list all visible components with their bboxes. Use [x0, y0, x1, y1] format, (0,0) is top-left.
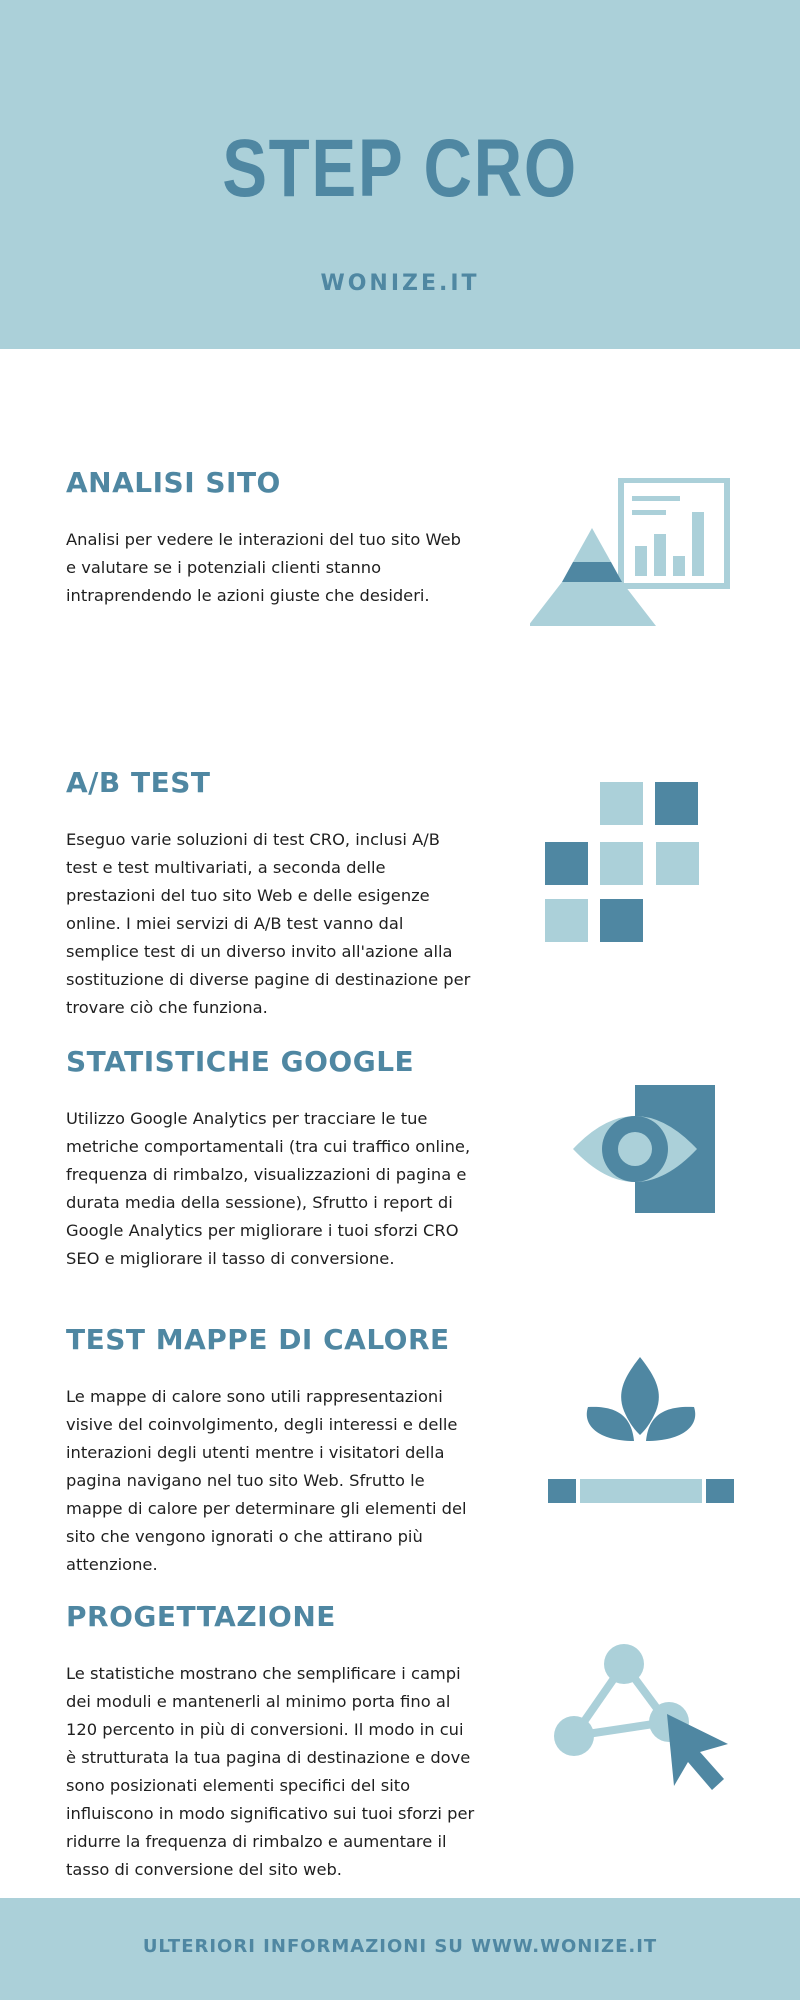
- section-test-mappe-di-calore: [0, 1323, 800, 1574]
- footer-link-text[interactable]: ULTERIORI INFORMAZIONI SU WWW.WONIZE.IT: [142, 1936, 658, 1957]
- section-title: STATISTICHE GOOGLE: [66, 1045, 415, 1078]
- section-analisi-sito: [0, 466, 800, 646]
- section-progettazione: [0, 1600, 800, 1890]
- page-title: STEP CRO: [222, 123, 578, 214]
- grid-squares-icon: [545, 782, 705, 944]
- section-title: PROGETTAZIONE: [66, 1600, 336, 1633]
- plant-icon: [546, 1355, 736, 1507]
- header-banner: [0, 0, 800, 349]
- section-text: Eseguo varie soluzioni di test CRO, inclusi A/B test e test multivariati, a seconda delle prestazioni del tuo sito Web e delle esigenze online. I miei servizi di A/B test vanno dal semplice test di un diverso invito all'azione alla sostituzione di diverse pagine di destinazione per trovare ciò che funziona.: [66, 830, 471, 1017]
- page-subtitle: WONIZE.IT: [320, 271, 480, 296]
- section-title: ANALISI SITO: [66, 466, 281, 499]
- section-text: Le statistiche mostrano che semplificare i campi dei moduli e mantenerli al minimo porta fino al 120 percento in più di conversioni. Il modo in cui è strutturata la tua pagina di destinazione e dove sono posizionati elementi specifici del sito influiscono in modo significativo sui tuoi sforzi per ridurre la frequenza di rimbalzo e aumentare il tasso di conversione del sito web.: [66, 1664, 475, 1879]
- section-text: Analisi per vedere le interazioni del tuo sito Web e valutare se i potenziali clienti stanno intraprendendo le azioni giuste che desideri.: [66, 530, 462, 605]
- footer-banner: [0, 1898, 800, 2000]
- section-ab-test: [0, 766, 800, 1017]
- section-text: Le mappe di calore sono utili rappresentazioni visive del coinvolgimento, degli interessi e delle interazioni degli utenti mentre i visitatori della pagina navigano nel tuo sito Web. Sfrutto le mappe di calore per determinare gli elementi del sito che vengono ignorati o che attirano più attenzione.: [66, 1387, 467, 1574]
- section-text: Utilizzo Google Analytics per tracciare le tue metriche comportamentali (tra cui traffico online, frequenza di rimbalzo, visualizzazioni di pagina e durata media della sessione), Sfrutto i report di Google Analytics per migliorare i tuoi sforzi CRO SEO e migliorare il tasso di conversione.: [66, 1109, 471, 1268]
- cursor-nodes-icon: [552, 1644, 732, 1794]
- pyramid-chart-icon: [530, 478, 735, 638]
- section-title: TEST MAPPE DI CALORE: [66, 1323, 450, 1356]
- section-title: A/B TEST: [66, 766, 211, 799]
- eye-icon: [570, 1085, 720, 1215]
- section-statistiche-google: [0, 1045, 800, 1285]
